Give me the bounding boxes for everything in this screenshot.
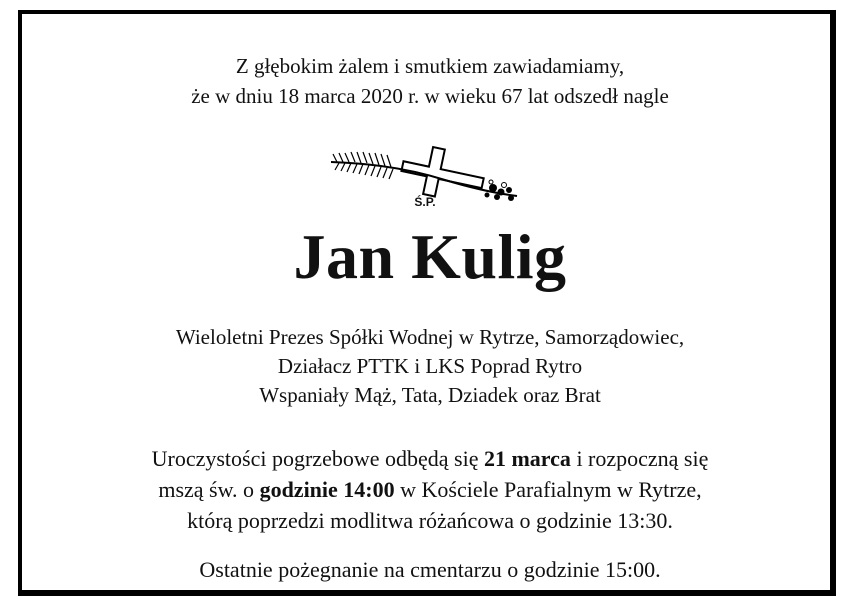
ceremony-line-3: którą poprzedzi modlitwa różańcowa o godzinie 13:30. [187,508,673,533]
ceremony-line-2 [0,477,860,503]
description-line-2: Działacz PTTK i LKS Poprad Rytro [277,354,583,378]
intro-line-1: Z głębokim żalem i smutkiem zawiadamiamy, [235,54,625,78]
deceased-name: Jan Kulig [293,221,567,292]
ceremony-text: Uroczystości pogrzebowe odbędą się [151,446,484,471]
ceremony-text: i rozpoczną się [570,446,709,471]
ceremony-line-1 [0,446,860,472]
ceremony-text: mszą św. o [158,477,260,502]
cross-palm-icon [325,140,530,210]
intro-line-2: że w dniu 18 marca 2020 r. w wieku 67 lat odszedł nagle [191,84,669,108]
ceremony-time: godzinie 14:00 [259,477,395,502]
emblem-label: Ś.P. [414,195,436,209]
ceremony-date: 21 marca [483,446,571,471]
description-line-1: Wieloletni Prezes Spółki Wodnej w Rytrze, Samorządowiec, [175,325,685,349]
farewell-line: Ostatnie pożegnanie na cmentarzu o godzinie 15:00. [199,557,661,582]
ceremony-text: w Kościele Parafialnym w Rytrze, [394,477,702,502]
description-line-3: Wspaniały Mąż, Tata, Dziadek oraz Brat [259,383,601,407]
